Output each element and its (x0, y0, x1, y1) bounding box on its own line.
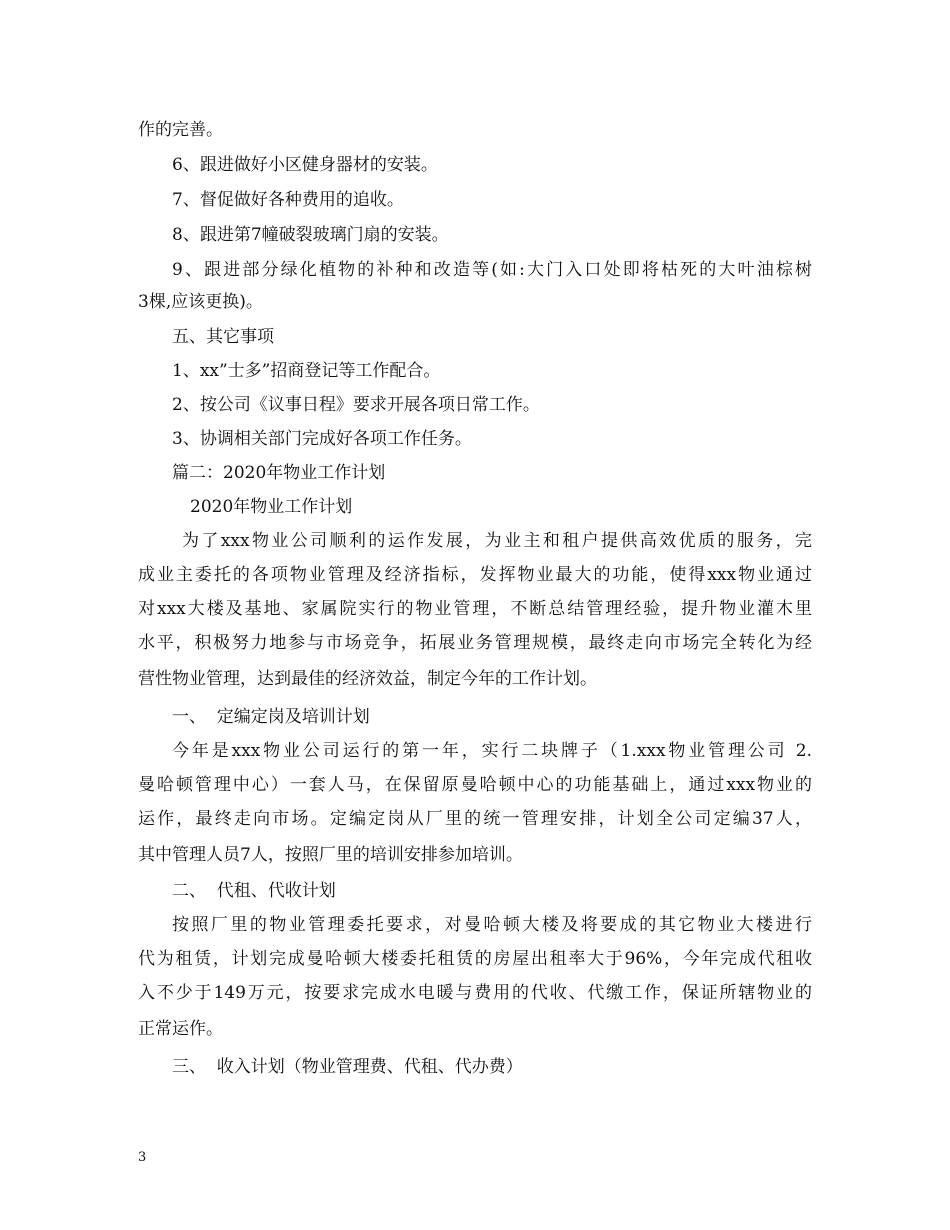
paragraph-line: 曼哈顿管理中心）一套人马，在保留原曼哈顿中心的功能基础上，通过xxx物业的 (138, 775, 812, 795)
text-line: 2、按公司《议事日程》要求开展各项日常工作。 (172, 395, 540, 415)
paragraph-line: 水平，积极努力地参与市场竞争，拓展业务管理规模，最终走向市场完全转化为经 (138, 633, 812, 653)
paragraph-line: 代为租赁，计划完成曼哈顿大楼委托租赁的房屋出租率大于96%，今年完成代租收 (138, 949, 812, 969)
section-heading: 一、 定编定岗及培训计划 (172, 707, 370, 727)
text-line: 作的完善。 (138, 120, 223, 140)
paragraph-line: 运作，最终走向市场。定编定岗从厂里的统一管理安排，计划全公司定编37人， (138, 809, 812, 829)
text-line: 8、跟进第7幢破裂玻璃门扇的安装。 (172, 225, 449, 245)
section-heading: 三、 收入计划（物业管理费、代租、代办费） (172, 1057, 523, 1077)
page-number: 3 (138, 1150, 147, 1165)
text-line: 1、xx”士多”招商登记等工作配合。 (172, 361, 441, 381)
text-line: 3、协调相关部门完成好各项工作任务。 (172, 429, 472, 449)
plan-title: 2020年物业工作计划 (190, 497, 353, 517)
paragraph-line: 入不少于149万元，按要求完成水电暖与费用的代收、代缴工作，保证所辖物业的 (138, 983, 812, 1003)
text-line: 7、督促做好各种费用的追收。 (172, 190, 404, 210)
paragraph-line: 为了xxx物业公司顺利的运作发展，为业主和租户提供高效优质的服务，完 (182, 531, 812, 551)
paragraph-line: 成业主委托的各项物业管理及经济指标，发挥物业最大的功能，使得xxx物业通过 (138, 565, 812, 585)
paragraph-line: 对xxx大楼及基地、家属院实行的物业管理，不断总结管理经验，提升物业灌木里 (138, 599, 812, 619)
paragraph-line: 营性物业管理，达到最佳的经济效益，制定今年的工作计划。 (138, 669, 597, 689)
section-heading: 五、其它事项 (172, 327, 274, 347)
section-heading: 二、 代租、代收计划 (172, 881, 336, 901)
paragraph-line: 今年是xxx物业公司运行的第一年，实行二块牌子（1.xxx物业管理公司 2. (172, 741, 812, 761)
chapter-heading: 篇二：2020年物业工作计划 (172, 463, 386, 483)
text-line: 9、跟进部分绿化植物的补种和改造等(如:大门入口处即将枯死的大叶油棕树 (172, 260, 812, 280)
paragraph-line: 按照厂里的物业管理委托要求，对曼哈顿大楼及将要成的其它物业大楼进行 (172, 915, 812, 935)
text-line: 6、跟进做好小区健身器材的安装。 (172, 155, 438, 175)
paragraph-line: 正常运作。 (138, 1019, 223, 1039)
text-line: 3棵,应该更换)。 (138, 292, 263, 312)
paragraph-line: 其中管理人员7人，按照厂里的培训安排参加培训。 (138, 845, 523, 865)
